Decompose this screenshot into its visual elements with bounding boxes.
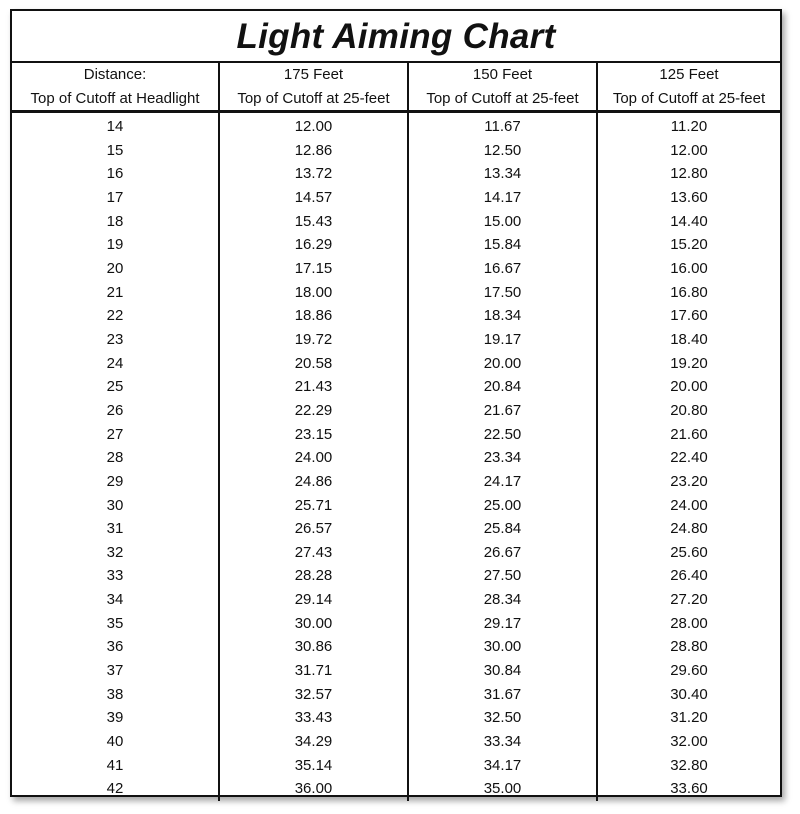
table-row: [12, 304, 780, 328]
cutoff-125-cell: 17.60: [597, 304, 780, 328]
cutoff-150-cell: 25.84: [408, 517, 597, 541]
headlight-height-cell: 25: [106, 378, 124, 396]
table-row: [12, 683, 780, 707]
cutoff-125-cell: 12.00: [597, 139, 780, 163]
cutoff-175-cell: 16.29: [219, 233, 408, 257]
headlight-height-cell: 33: [106, 567, 124, 585]
table-row: [12, 659, 780, 683]
light-aiming-chart: [10, 9, 782, 797]
header-175-feet: 175 Feet: [219, 63, 408, 87]
headlight-height-cell: 23: [106, 330, 124, 348]
cutoff-175-cell: 17.15: [219, 257, 408, 281]
cutoff-175-cell: 28.28: [219, 564, 408, 588]
table-row: [12, 564, 780, 588]
cutoff-150-cell: 21.67: [408, 399, 597, 423]
cutoff-125-cell: 24.00: [597, 494, 780, 518]
table-row: [12, 612, 780, 636]
table-row: [12, 257, 780, 281]
headlight-height-cell: 28: [106, 449, 124, 467]
cutoff-125-cell: 32.80: [597, 754, 780, 778]
table-row: [12, 139, 780, 163]
table-row: [12, 517, 780, 541]
headlight-height-cell: 42: [106, 780, 124, 798]
cutoff-175-cell: 24.86: [219, 470, 408, 494]
cutoff-175-cell: 18.00: [219, 281, 408, 305]
cutoff-150-cell: 29.17: [408, 612, 597, 636]
headlight-height-cell: 17: [106, 188, 124, 206]
cutoff-175-cell: 21.43: [219, 375, 408, 399]
cutoff-175-cell: 27.43: [219, 541, 408, 565]
cutoff-175-cell: 19.72: [219, 328, 408, 352]
headlight-height-cell: 38: [106, 685, 124, 703]
cutoff-125-cell: 14.40: [597, 210, 780, 234]
header-distance-label: Distance:: [83, 66, 147, 83]
cutoff-175-cell: 30.86: [219, 635, 408, 659]
cutoff-125-cell: 21.60: [597, 423, 780, 447]
table-row: [12, 352, 780, 376]
headlight-height-cell: 24: [106, 354, 124, 372]
headlight-height-cell: 37: [106, 662, 124, 680]
table-row: [12, 777, 780, 801]
cutoff-125-cell: 27.20: [597, 588, 780, 612]
cutoff-150-cell: 24.17: [408, 470, 597, 494]
headlight-height-cell: 34: [106, 591, 124, 609]
headlight-height-cell: 30: [106, 496, 124, 514]
cutoff-125-cell: 32.00: [597, 730, 780, 754]
cutoff-125-cell: 33.60: [597, 777, 780, 801]
cutoff-150-cell: 12.50: [408, 139, 597, 163]
cutoff-150-cell: 26.67: [408, 541, 597, 565]
headlight-height-cell: 39: [106, 709, 124, 727]
table-row: [12, 730, 780, 754]
headlight-height-cell: 29: [106, 472, 124, 490]
cutoff-175-cell: 23.15: [219, 423, 408, 447]
cutoff-150-cell: 20.00: [408, 352, 597, 376]
table-row: [12, 328, 780, 352]
cutoff-125-cell: 29.60: [597, 659, 780, 683]
cutoff-175-cell: 35.14: [219, 754, 408, 778]
cutoff-150-cell: 15.84: [408, 233, 597, 257]
headlight-height-cell: 26: [106, 401, 124, 419]
cutoff-125-cell: 26.40: [597, 564, 780, 588]
table-row: [12, 186, 780, 210]
headlight-height-cell: 35: [106, 614, 124, 632]
table-row: [12, 446, 780, 470]
cutoff-125-cell: 22.40: [597, 446, 780, 470]
cutoff-150-cell: 28.34: [408, 588, 597, 612]
cutoff-125-cell: 18.40: [597, 328, 780, 352]
header-row-cutoff: [12, 87, 780, 112]
cutoff-150-cell: 14.17: [408, 186, 597, 210]
cutoff-150-cell: 19.17: [408, 328, 597, 352]
cutoff-125-cell: 20.80: [597, 399, 780, 423]
headlight-height-cell: 21: [106, 283, 124, 301]
cutoff-175-cell: 14.57: [219, 186, 408, 210]
table-row: [12, 210, 780, 234]
table-row: [12, 423, 780, 447]
cutoff-175-cell: 12.00: [219, 112, 408, 139]
table-row: [12, 162, 780, 186]
headlight-height-cell: 15: [106, 141, 124, 159]
table-row: [12, 281, 780, 305]
cutoff-150-cell: 16.67: [408, 257, 597, 281]
cutoff-150-cell: 25.00: [408, 494, 597, 518]
table-header: [12, 63, 780, 112]
header-cutoff-headlight: Top of Cutoff at Headlight: [12, 87, 219, 112]
table-row: [12, 706, 780, 730]
cutoff-125-cell: 28.00: [597, 612, 780, 636]
cutoff-175-cell: 36.00: [219, 777, 408, 801]
cutoff-175-cell: 20.58: [219, 352, 408, 376]
cutoff-150-cell: 34.17: [408, 754, 597, 778]
cutoff-175-cell: 18.86: [219, 304, 408, 328]
table-body: [12, 112, 780, 802]
cutoff-175-cell: 24.00: [219, 446, 408, 470]
cutoff-175-cell: 25.71: [219, 494, 408, 518]
table-row: [12, 541, 780, 565]
cutoff-125-cell: 19.20: [597, 352, 780, 376]
chart-title: Light Aiming Chart: [12, 11, 780, 63]
table-row: [12, 494, 780, 518]
cutoff-125-cell: 24.80: [597, 517, 780, 541]
cutoff-150-cell: 13.34: [408, 162, 597, 186]
cutoff-175-cell: 29.14: [219, 588, 408, 612]
table-row: [12, 635, 780, 659]
headlight-height-cell: 36: [106, 638, 124, 656]
table-row: [12, 470, 780, 494]
cutoff-150-cell: 32.50: [408, 706, 597, 730]
headlight-height-cell: 41: [106, 756, 124, 774]
cutoff-125-cell: 28.80: [597, 635, 780, 659]
cutoff-175-cell: 13.72: [219, 162, 408, 186]
cutoff-150-cell: 35.00: [408, 777, 597, 801]
cutoff-150-cell: 23.34: [408, 446, 597, 470]
cutoff-150-cell: 15.00: [408, 210, 597, 234]
cutoff-175-cell: 30.00: [219, 612, 408, 636]
cutoff-125-cell: 23.20: [597, 470, 780, 494]
cutoff-125-cell: 16.00: [597, 257, 780, 281]
header-cutoff-125: Top of Cutoff at 25-feet: [597, 87, 780, 112]
cutoff-150-cell: 33.34: [408, 730, 597, 754]
headlight-height-cell: 31: [106, 520, 124, 538]
cutoff-175-cell: 26.57: [219, 517, 408, 541]
headlight-height-cell: 32: [106, 543, 124, 561]
cutoff-125-cell: 31.20: [597, 706, 780, 730]
cutoff-125-cell: 15.20: [597, 233, 780, 257]
headlight-height-cell: 22: [106, 307, 124, 325]
cutoff-175-cell: 34.29: [219, 730, 408, 754]
cutoff-175-cell: 22.29: [219, 399, 408, 423]
cutoff-175-cell: 33.43: [219, 706, 408, 730]
table-row: [12, 112, 780, 139]
aiming-table: [12, 63, 780, 801]
table-row: [12, 233, 780, 257]
cutoff-125-cell: 12.80: [597, 162, 780, 186]
headlight-height-cell: 40: [106, 733, 124, 751]
cutoff-175-cell: 15.43: [219, 210, 408, 234]
cutoff-150-cell: 11.67: [408, 112, 597, 139]
cutoff-150-cell: 30.00: [408, 635, 597, 659]
cutoff-125-cell: 20.00: [597, 375, 780, 399]
cutoff-125-cell: 25.60: [597, 541, 780, 565]
cutoff-125-cell: 11.20: [597, 112, 780, 139]
cutoff-150-cell: 27.50: [408, 564, 597, 588]
cutoff-125-cell: 13.60: [597, 186, 780, 210]
headlight-height-cell: 27: [106, 425, 124, 443]
headlight-height-cell: 20: [106, 259, 124, 277]
header-125-feet: 125 Feet: [597, 63, 780, 87]
cutoff-150-cell: 17.50: [408, 281, 597, 305]
header-row-distance: [12, 63, 780, 87]
header-cutoff-175: Top of Cutoff at 25-feet: [219, 87, 408, 112]
cutoff-150-cell: 20.84: [408, 375, 597, 399]
cutoff-175-cell: 31.71: [219, 659, 408, 683]
table-row: [12, 399, 780, 423]
cutoff-150-cell: 18.34: [408, 304, 597, 328]
cutoff-150-cell: 30.84: [408, 659, 597, 683]
headlight-height-cell: 16: [106, 165, 124, 183]
cutoff-175-cell: 32.57: [219, 683, 408, 707]
header-cutoff-150: Top of Cutoff at 25-feet: [408, 87, 597, 112]
headlight-height-cell: 19: [106, 236, 124, 254]
headlight-height-cell: 14: [106, 118, 124, 135]
cutoff-125-cell: 30.40: [597, 683, 780, 707]
headlight-height-cell: 18: [106, 212, 124, 230]
header-150-feet: 150 Feet: [408, 63, 597, 87]
cutoff-150-cell: 31.67: [408, 683, 597, 707]
table-row: [12, 588, 780, 612]
table-row: [12, 754, 780, 778]
cutoff-175-cell: 12.86: [219, 139, 408, 163]
cutoff-150-cell: 22.50: [408, 423, 597, 447]
table-row: [12, 375, 780, 399]
cutoff-125-cell: 16.80: [597, 281, 780, 305]
